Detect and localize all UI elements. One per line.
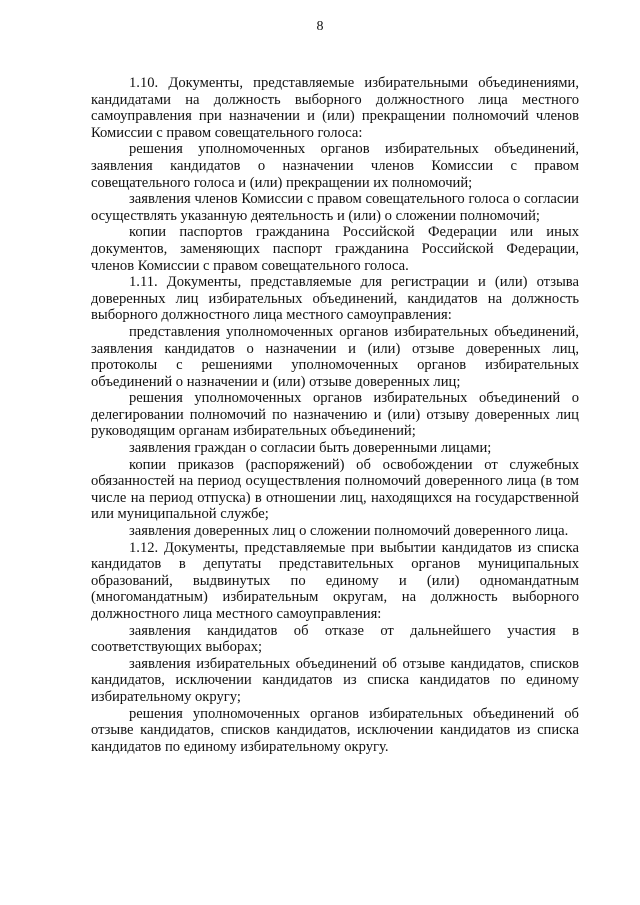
paragraph: копии приказов (распоряжений) об освобождении от служебных обязанностей на период осуществления полномочий доверенного лица (в том числе на период отпуска) в отношении лиц, находящихся на государственной или муниципальной службе;: [91, 456, 579, 523]
page-number: 8: [316, 19, 324, 34]
paragraph: заявления граждан о согласии быть доверенными лицами;: [129, 440, 492, 457]
paragraph: решения уполномоченных органов избирательных объединений, заявления кандидатов о назначении членов Комиссии с правом совещательного голоса и (или) прекращении их полномочий;: [91, 141, 579, 191]
paragraph-1-10-heading: 1.10. Документы, представляемые избирательными объединениями, кандидатами на должность выборного должностного лица местного самоуправления при назначении и (или) прекращении полномочий членов Комиссии с правом совещательного голоса:: [91, 75, 579, 141]
paragraph: копии паспортов гражданина Российской Федерации или иных документов, заменяющих паспорт гражданина Российской Федерации, членов Комиссии с правом совещательного голоса.: [91, 224, 579, 274]
paragraph-1-12-heading: 1.12. Документы, представляемые при выбытии кандидатов из списка кандидатов в депутаты представительных органов муниципальных образований, выдвинутых по единому и (или) одномандатным (многомандатным) избирательным округам, на должность выборного должностного лица местного самоуправления:: [91, 539, 579, 622]
document-body: [91, 75, 579, 755]
paragraph: заявления кандидатов об отказе от дальнейшего участия в соответствующих выборах;: [91, 622, 579, 656]
paragraph-1-11-heading: 1.11. Документы, представляемые для регистрации и (или) отзыва доверенных лиц избирательных объединений, кандидатов на должность выборного должностного лица местного самоуправления:: [91, 274, 579, 324]
paragraph: представления уполномоченных органов избирательных объединений, заявления кандидатов о назначении и (или) отзыве доверенных лиц, протоколы с решениями уполномоченных органов избирательных объединений о назначении и (или) отзыве доверенных лиц;: [91, 323, 579, 390]
paragraph: решения уполномоченных органов избирательных объединений о делегировании полномочий по назначению и (или) отзыву доверенных лиц руководящим органам избирательных объединений;: [91, 390, 579, 440]
paragraph: решения уполномоченных органов избирательных объединений об отзыве кандидатов, списков кандидатов, исключении кандидатов из списка кандидатов по единому избирательному округу.: [91, 705, 579, 755]
paragraph: заявления избирательных объединений об отзыве кандидатов, списков кандидатов, исключении кандидатов из списка кандидатов по единому избирательному округу;: [91, 655, 579, 705]
paragraph: заявления членов Комиссии с правом совещательного голоса о согласии осуществлять указанную деятельность и (или) о сложении полномочий;: [91, 191, 579, 224]
paragraph: заявления доверенных лиц о сложении полномочий доверенного лица.: [129, 523, 569, 540]
